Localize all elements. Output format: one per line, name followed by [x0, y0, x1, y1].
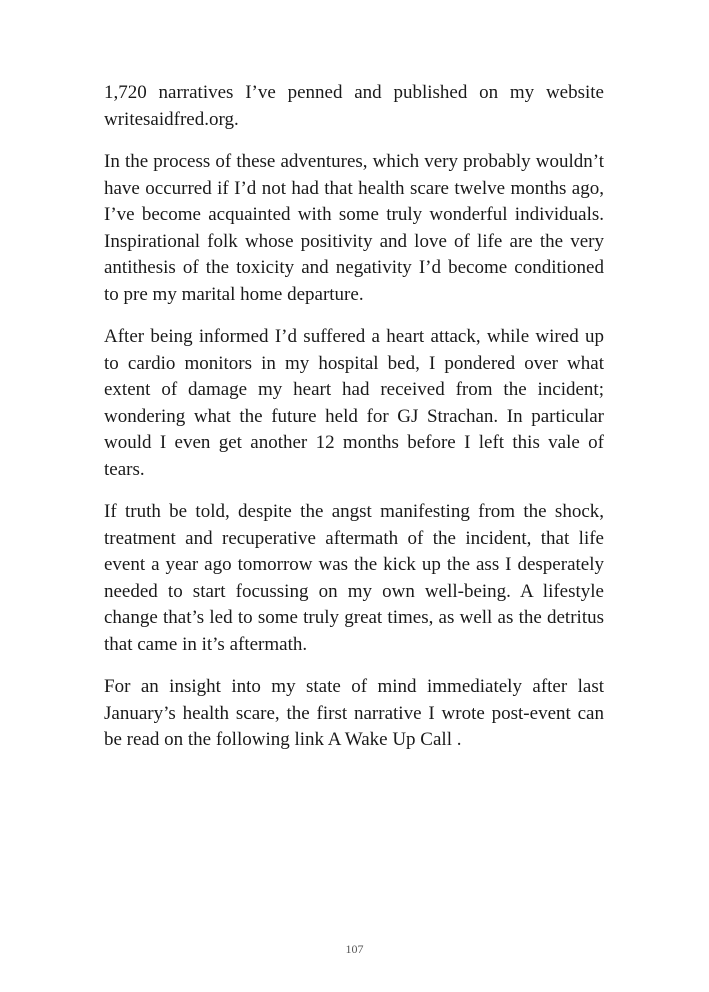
paragraph-1: 1,720 narratives I’ve penned and published on my website writesaidfred.org. — [104, 82, 604, 130]
page-number: 107 — [345, 942, 364, 956]
paragraph-2: In the process of these adventures, which very probably wouldn’t have occurred if I’d not had that health scare twelve months ago, I’ve become acquainted with some truly wonderful individuals. Inspirational folk whose positivity and love of life are the very antithesis of the toxicity and negativity I’d become conditioned to pre my marital home departure. — [104, 151, 604, 305]
body-text — [104, 80, 604, 770]
paragraph-3: After being informed I’d suffered a heart attack, while wired up to cardio monitors in my hospital bed, I pondered over what extent of damage my heart had received from the incident; wondering what the future held for GJ Strachan. In particular would I even get another 12 months before I left this vale of tears. — [104, 326, 604, 480]
paragraph-4: If truth be told, despite the angst manifesting from the shock, treatment and recuperative aftermath of the incident, that life event a year ago tomorrow was the kick up the ass I desperately needed to start focussing on my own well-being. A lifestyle change that’s led to some truly great times, as well as the detritus that came in it’s aftermath. — [104, 501, 604, 655]
paragraph-5: For an insight into my state of mind immediately after last January’s health scare, the first narrative I wrote post-event can be read on the following link A Wake Up Call . — [104, 676, 604, 750]
